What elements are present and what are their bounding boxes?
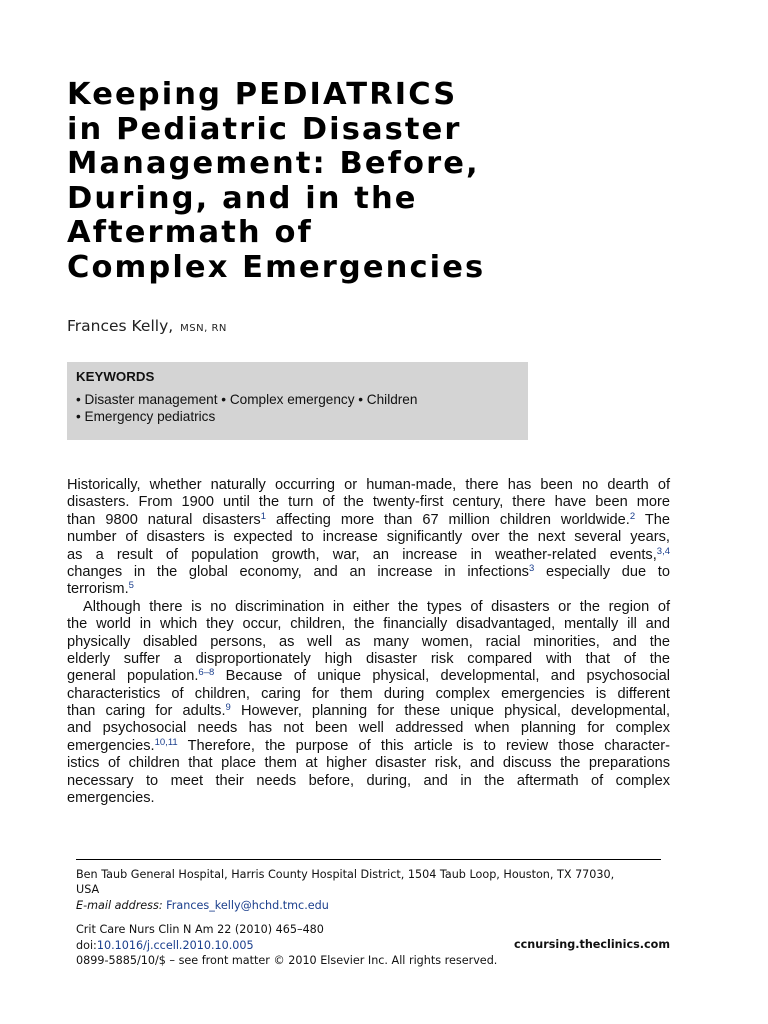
affiliation [76,882,670,897]
body-line [67,616,670,633]
email-link[interactable]: Frances_kelly@hchd.tmc.edu [166,899,329,912]
title-line: Keeping PEDIATRICS [67,77,458,112]
body-text: than 9800 natural disasters [67,511,261,528]
body-line [67,547,670,564]
citation: Crit Care Nurs Clin N Am 22 (2010) 465–480 [76,923,324,936]
article-body [67,477,670,807]
body-text: istics of children that place them at higher disaster risk, and discuss the preparations [67,755,670,772]
email-label: E-mail address: [76,899,163,912]
keywords-line: • Disaster management • Complex emergency • Children [76,392,418,407]
body-line [67,512,670,529]
citation-reference[interactable]: 5 [128,580,134,592]
citation-reference[interactable]: 3,4 [656,545,670,557]
citation-reference[interactable]: 6–8 [198,667,215,679]
author-byline [67,317,227,335]
body-text: Because of unique physical, developmental, and psychosocial [214,668,670,685]
body-text: changes in the global economy, and an increase in infections [67,563,529,580]
keywords-heading: KEYWORDS [76,369,155,384]
keywords-box [67,362,528,440]
body-line [67,494,670,511]
body-text: than caring for adults. [67,703,226,720]
body-text: terrorism. [67,581,129,598]
body-text: The [635,511,670,528]
body-text: and psychosocial needs has not been well addressed when planning for complex [67,720,670,737]
body-text: number of disasters is expected to increase significantly over the next several years, [67,529,670,546]
title-line: During, and in the [67,180,418,216]
citation-reference[interactable]: 3 [528,562,535,574]
citation-reference[interactable]: 1 [260,510,267,522]
body-line [67,738,670,755]
body-line [67,703,670,720]
body-text: However, planning for these unique physical, developmental, [230,703,671,720]
author-credentials: MSN, RN [180,323,227,334]
title-line: in Pediatric Disaster [67,111,462,147]
doi-label: doi: [76,939,97,952]
body-text: as a result of population growth, war, an increase in weather-related events, [67,546,657,563]
author-name: Frances Kelly, [67,317,174,335]
affiliation [76,867,670,882]
body-text: especially due to [534,563,670,580]
body-line [67,720,670,737]
copyright: 0899-5885/10/$ – see front matter © 2010 Elsevier Inc. All rights reserved. [76,954,498,967]
body-text: necessary to meet their needs before, during, and in the aftermath of complex [67,772,670,789]
body-text: elderly suffer a disproportionately high disaster risk compared with that of the [67,650,670,667]
keywords-line: • Emergency pediatrics [76,409,216,424]
body-line [67,773,670,790]
body-line [67,529,670,546]
body-text: characteristics of children, caring for them during complex emergencies is different [67,685,670,702]
body-line [67,668,670,685]
footer-divider [76,859,661,860]
body-line [67,755,670,772]
title-line: Aftermath of [67,215,313,251]
email-line [76,898,670,913]
body-text: the world in which they occur, children, the financially disadvantaged, mentally ill and [67,616,670,633]
citation-reference[interactable]: 9 [225,702,231,714]
body-line [67,581,670,598]
body-text: emergencies. [67,737,155,754]
body-line [67,599,670,616]
affiliation-line: Ben Taub General Hospital, Harris County Hospital District, 1504 Taub Loop, Houston, TX 77030, [76,868,615,881]
title-line: Complex Emergencies [67,249,486,285]
body-text: Historically, whether naturally occurring or human-made, there has been no dearth of [67,477,670,493]
body-text: Although there is no discrimination in either the types of disasters or the region of [83,598,670,615]
article-title [67,78,627,286]
body-line [67,477,670,494]
body-text: disasters. From 1900 until the turn of the twenty-first century, there have been more [67,494,670,511]
body-text: physically disabled persons, as well as many women, racial minorities, and the [67,633,670,650]
citation-reference[interactable]: 2 [629,510,636,522]
body-text: affecting more than 67 million children worldwide. [266,511,630,528]
body-line [67,564,670,581]
body-text: general population. [67,668,199,685]
citation-reference[interactable]: 10,11 [154,736,178,748]
body-text: Therefore, the purpose of this article is to review those character- [177,737,670,754]
body-line [67,651,670,668]
body-line [67,686,670,703]
body-line [67,790,670,807]
doi-link[interactable]: 10.1016/j.ccell.2010.10.005 [96,939,254,952]
journal-website[interactable]: ccnursing.theclinics.com [514,938,670,951]
body-text: emergencies. [67,790,155,807]
affiliation-line: USA [76,883,100,896]
title-line: Management: Before, [67,146,480,182]
body-line [67,634,670,651]
